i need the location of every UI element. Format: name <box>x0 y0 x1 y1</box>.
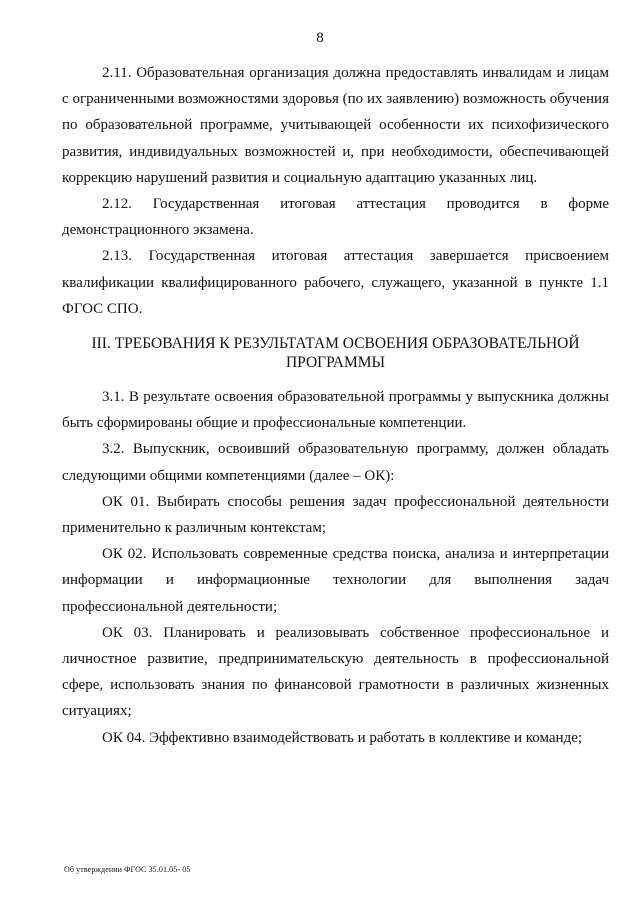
competency-ok-03: ОК 03. Планировать и реализовывать собственное профессиональное и личностное развитие, предпринимательскую деятельность в профессиональной сфере, использовать знания по финансовой грамотности в различных жизненных ситуациях; <box>62 624 609 720</box>
paragraph-3-2: 3.2. Выпускник, освоивший образовательную программу, должен обладать следующими общими компетенциями (далее – ОК): <box>62 441 609 484</box>
paragraph-2-12: 2.12. Государственная итоговая аттестация проводится в форме демонстрационного экзамена. <box>62 196 609 239</box>
competency-ok-01: ОК 01. Выбирать способы решения задач профессиональной деятельности применительно к различным контекстам; <box>62 493 609 537</box>
page-number: 8 <box>316 30 324 46</box>
section-heading-line-1: III. ТРЕБОВАНИЯ К РЕЗУЛЬТАТАМ ОСВОЕНИЯ ОБРАЗОВАТЕЛЬНОЙ <box>91 335 580 353</box>
section-heading-line-2: ПРОГРАММЫ <box>285 354 386 372</box>
competency-ok-02: ОК 02. Использовать современные средства поиска, анализа и интерпретации информации и информационные технологии для выполнения задач профессиональной деятельности; <box>62 546 609 615</box>
paragraph-2-13: 2.13. Государственная итоговая аттестация завершается присвоением квалификации квалифицированного рабочего, служащего, указанной в пункте 1.1 ФГОС СПО. <box>62 248 609 317</box>
competency-ok-04: ОК 04. Эффективно взаимодействовать и работать в коллективе и команде; <box>102 729 583 746</box>
paragraph-3-1: 3.1. В результате освоения образовательной программы у выпускника должны быть сформированы общие и профессиональные компетенции. <box>62 389 609 432</box>
document-body <box>62 60 609 751</box>
paragraph-2-11: 2.11. Образовательная организация должна предоставлять инвалидам и лицам с ограниченными возможностями здоровья (по их заявлению) возможность обучения по образовательной программе, учитывающей особенности их психофизического развития, индивидуальных возможностей и, при необходимости, обеспечивающей коррекцию нарушений развития и социальную адаптацию указанных лиц. <box>62 65 609 186</box>
footer-note: Об утверждении ФГОС 35.01.05- 05 <box>64 865 191 874</box>
section-heading <box>62 334 609 372</box>
